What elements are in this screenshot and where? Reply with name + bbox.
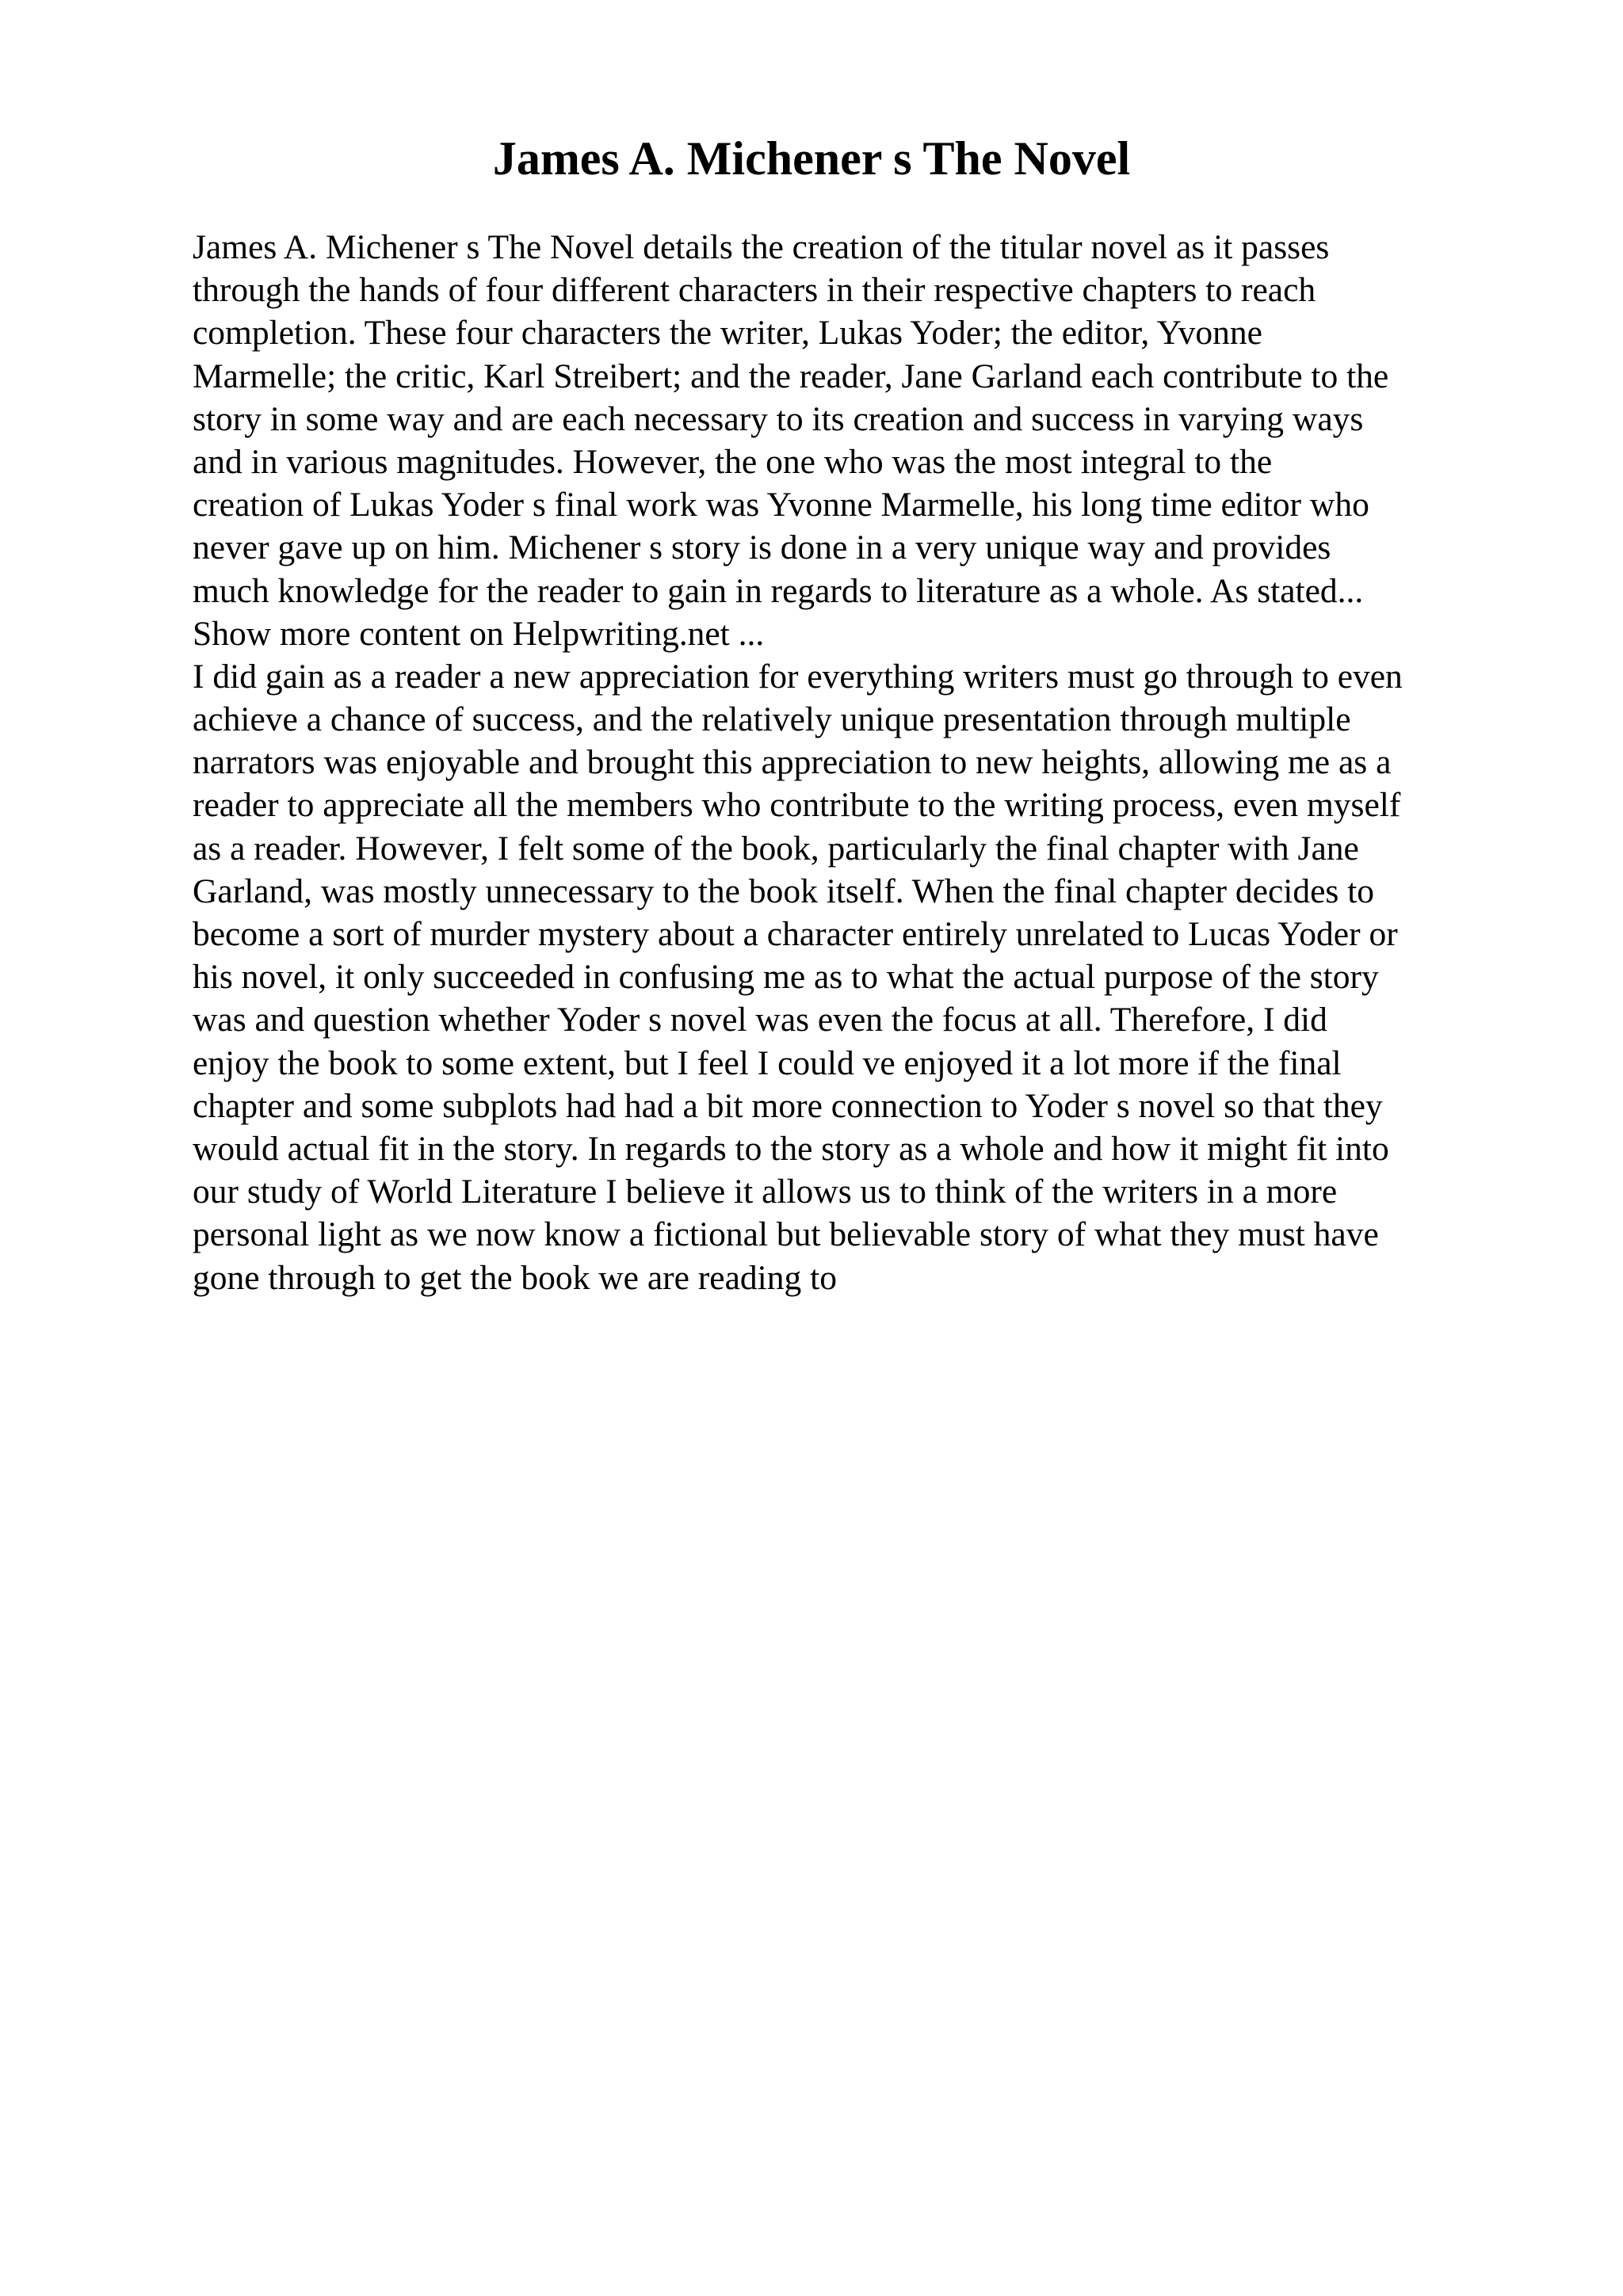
text-line: creation of Lukas Yoder s final work was Yvonne Marmelle, his long time editor who — [193, 486, 1369, 524]
text-line: was and question whether Yoder s novel was even the focus at all. Therefore, I did — [193, 1001, 1327, 1039]
text-line: through the hands of four different characters in their respective chapters to reach — [193, 271, 1316, 310]
text-line: personal light as we now know a fictional but believable story of what they must have — [193, 1215, 1379, 1254]
text-line: chapter and some subplots had had a bit more connection to Yoder s novel so that they — [193, 1086, 1383, 1125]
text-line: enjoy the book to some extent, but I feel I could ve enjoyed it a lot more if the final — [193, 1043, 1342, 1082]
text-line: James A. Michener s The Novel details the creation of the titular novel as it passes — [193, 228, 1330, 266]
text-line: would actual fit in the story. In regards to the story as a whole and how it might fit into — [193, 1129, 1389, 1168]
text-line: Marmelle; the critic, Karl Streibert; and the reader, Jane Garland each contribute to the — [193, 357, 1389, 395]
text-line: reader to appreciate all the members who contribute to the writing process, even myself — [193, 786, 1401, 825]
text-line: I did gain as a reader a new appreciation for everything writers must go through to even — [193, 657, 1403, 696]
text-line: become a sort of murder mystery about a character entirely unrelated to Lucas Yoder or — [193, 915, 1398, 953]
document-body — [193, 226, 1492, 1299]
text-line: much knowledge for the reader to gain in regards to literature as a whole. As stated... — [193, 571, 1364, 610]
document-title: James A. Michener s The Novel — [492, 132, 1131, 185]
text-line: as a reader. However, I felt some of the book, particularly the final chapter with Jane — [193, 829, 1359, 868]
text-line: and in various magnitudes. However, the one who was the most integral to the — [193, 442, 1273, 481]
text-line: story in some way and are each necessary to its creation and success in varying ways — [193, 399, 1364, 438]
text-line: Garland, was mostly unnecessary to the book itself. When the final chapter decides to — [193, 871, 1375, 910]
text-line: gone through to get the book we are reading to — [193, 1258, 837, 1297]
text-line: achieve a chance of success, and the relatively unique presentation through multiple — [193, 700, 1351, 739]
text-line: our study of World Literature I believe it allows us to think of the writers in a more — [193, 1173, 1338, 1211]
show-more-link[interactable]: Show more content on Helpwriting.net ... — [193, 614, 765, 653]
text-line: narrators was enjoyable and brought this appreciation to new heights, allowing me as a — [193, 743, 1392, 782]
text-line: completion. These four characters the writer, Lukas Yoder; the editor, Yvonne — [193, 314, 1262, 353]
text-line: his novel, it only succeeded in confusing me as to what the actual purpose of the story — [193, 958, 1379, 997]
text-line: never gave up on him. Michener s story is done in a very unique way and provides — [193, 528, 1331, 567]
